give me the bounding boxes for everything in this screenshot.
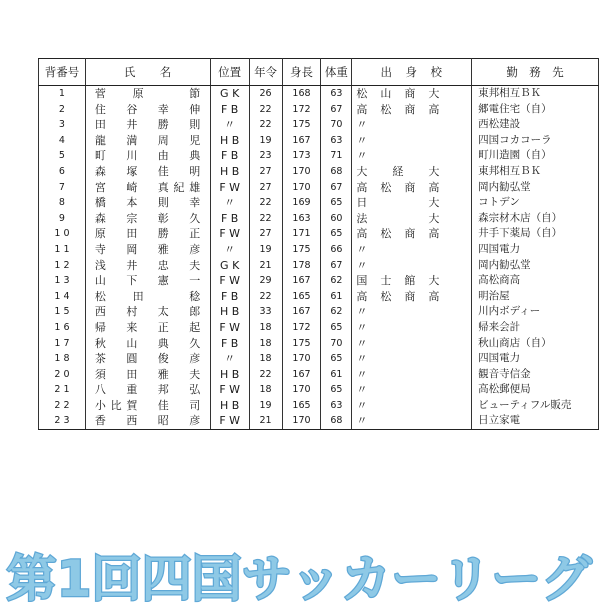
header-row	[39, 59, 599, 86]
player-age: 22	[249, 117, 282, 133]
player-weight: 68	[321, 164, 352, 180]
player-position: 〃	[210, 242, 249, 258]
table-row	[39, 164, 599, 180]
player-position: H B	[210, 133, 249, 149]
player-age: 18	[249, 336, 282, 352]
player-school: 〃	[352, 133, 472, 149]
player-position: H B	[210, 398, 249, 414]
player-height: 165	[282, 289, 321, 305]
player-position: 〃	[210, 195, 249, 211]
player-position: F W	[210, 413, 249, 429]
player-weight: 63	[321, 133, 352, 149]
league-title-banner	[2, 548, 597, 606]
player-school: 高 松 商 高	[352, 180, 472, 196]
player-employer: 岡内勧弘堂	[472, 180, 599, 196]
player-height: 167	[282, 273, 321, 289]
table-row	[39, 336, 599, 352]
player-height: 170	[282, 351, 321, 367]
player-position: 〃	[210, 117, 249, 133]
player-number: 1 2	[39, 258, 86, 274]
player-weight: 67	[321, 258, 352, 274]
player-weight: 61	[321, 367, 352, 383]
player-number: 2 3	[39, 413, 86, 429]
player-weight: 70	[321, 336, 352, 352]
player-school: 高 松 商 高	[352, 226, 472, 242]
player-weight: 71	[321, 148, 352, 164]
player-name: 西 村 太 郎	[85, 304, 210, 320]
header-position: 位置	[210, 59, 249, 86]
player-position: H B	[210, 304, 249, 320]
player-school: 〃	[352, 382, 472, 398]
player-name: 須 田 雅 夫	[85, 367, 210, 383]
player-name: 茶 圓 俊 彦	[85, 351, 210, 367]
player-age: 22	[249, 102, 282, 118]
player-employer: 観音寺信金	[472, 367, 599, 383]
player-employer: 森宗材木店（自）	[472, 211, 599, 227]
player-employer: 井手下薬局（自）	[472, 226, 599, 242]
table-row	[39, 258, 599, 274]
player-school: 〃	[352, 336, 472, 352]
player-age: 22	[249, 195, 282, 211]
player-employer: 四国電力	[472, 351, 599, 367]
player-position: F B	[210, 211, 249, 227]
player-employer: ビューティフル販売	[472, 398, 599, 414]
player-position: G K	[210, 86, 249, 102]
player-height: 170	[282, 382, 321, 398]
roster-header	[39, 59, 599, 86]
player-position: F B	[210, 148, 249, 164]
player-name: 森 塚 佳 明	[85, 164, 210, 180]
player-name: 橋 本 則 幸	[85, 195, 210, 211]
header-school: 出 身 校	[352, 59, 472, 86]
player-height: 171	[282, 226, 321, 242]
player-age: 22	[249, 289, 282, 305]
table-row	[39, 226, 599, 242]
table-row	[39, 86, 599, 102]
player-school: 〃	[352, 148, 472, 164]
player-employer: 四国コカコーラ	[472, 133, 599, 149]
player-employer: 郷電住宅（自）	[472, 102, 599, 118]
player-age: 29	[249, 273, 282, 289]
player-number: 2	[39, 102, 86, 118]
table-row	[39, 413, 599, 429]
table-row	[39, 195, 599, 211]
player-name: 菅 原 節	[85, 86, 210, 102]
player-name: 田 井 勝 則	[85, 117, 210, 133]
player-position: H B	[210, 164, 249, 180]
table-row	[39, 382, 599, 398]
player-weight: 65	[321, 382, 352, 398]
league-title: 第1回四国サッカーリーグ	[6, 550, 593, 606]
player-number: 2 1	[39, 382, 86, 398]
player-name: 松 田 稔	[85, 289, 210, 305]
player-name: 八 重 邦 弘	[85, 382, 210, 398]
player-school: 高 松 商 高	[352, 289, 472, 305]
player-height: 167	[282, 304, 321, 320]
player-age: 21	[249, 413, 282, 429]
player-weight: 60	[321, 211, 352, 227]
player-name: 寺 岡 雅 彦	[85, 242, 210, 258]
player-height: 170	[282, 164, 321, 180]
player-position: F B	[210, 102, 249, 118]
player-employer: 四国電力	[472, 242, 599, 258]
player-height: 163	[282, 211, 321, 227]
player-weight: 61	[321, 289, 352, 305]
table-row	[39, 273, 599, 289]
player-number: 5	[39, 148, 86, 164]
player-age: 19	[249, 398, 282, 414]
player-weight: 63	[321, 398, 352, 414]
player-position: F B	[210, 336, 249, 352]
player-school: 〃	[352, 351, 472, 367]
player-name: 小比賀 佳 司	[85, 398, 210, 414]
player-height: 175	[282, 242, 321, 258]
player-age: 18	[249, 320, 282, 336]
player-height: 168	[282, 86, 321, 102]
player-height: 170	[282, 180, 321, 196]
player-number: 1 0	[39, 226, 86, 242]
player-height: 175	[282, 117, 321, 133]
player-number: 1 4	[39, 289, 86, 305]
roster-table	[38, 58, 599, 430]
player-name: 宮 崎 真紀雄	[85, 180, 210, 196]
player-school: 〃	[352, 413, 472, 429]
player-position: F B	[210, 289, 249, 305]
player-employer: 日立家電	[472, 413, 599, 429]
player-number: 1 3	[39, 273, 86, 289]
player-height: 172	[282, 102, 321, 118]
player-age: 18	[249, 382, 282, 398]
player-height: 169	[282, 195, 321, 211]
player-school: 〃	[352, 117, 472, 133]
player-number: 1	[39, 86, 86, 102]
player-age: 27	[249, 164, 282, 180]
table-row	[39, 133, 599, 149]
table-row	[39, 211, 599, 227]
player-height: 170	[282, 413, 321, 429]
player-employer: 西松建設	[472, 117, 599, 133]
player-weight: 65	[321, 351, 352, 367]
player-name: 町 川 由 典	[85, 148, 210, 164]
table-row	[39, 102, 599, 118]
player-age: 18	[249, 351, 282, 367]
player-employer: 川内ボディー	[472, 304, 599, 320]
player-employer: 東邦相互ＢＫ	[472, 86, 599, 102]
player-number: 1 6	[39, 320, 86, 336]
table-row	[39, 148, 599, 164]
header-number: 背番号	[39, 59, 86, 86]
player-name: 秋 山 典 久	[85, 336, 210, 352]
player-number: 9	[39, 211, 86, 227]
player-number: 4	[39, 133, 86, 149]
player-number: 2 0	[39, 367, 86, 383]
player-position: H B	[210, 367, 249, 383]
player-number: 1 7	[39, 336, 86, 352]
table-row	[39, 351, 599, 367]
player-school: 法 大	[352, 211, 472, 227]
header-employer: 勤 務 先	[472, 59, 599, 86]
player-position: F W	[210, 226, 249, 242]
player-weight: 67	[321, 102, 352, 118]
player-age: 19	[249, 133, 282, 149]
player-employer: 東邦相互ＢＫ	[472, 164, 599, 180]
player-employer: 町川造園（自）	[472, 148, 599, 164]
player-employer: 帰来会計	[472, 320, 599, 336]
player-weight: 70	[321, 117, 352, 133]
player-age: 22	[249, 367, 282, 383]
player-number: 1 8	[39, 351, 86, 367]
header-height: 身長	[282, 59, 321, 86]
table-row	[39, 304, 599, 320]
player-name: 帰 来 正 起	[85, 320, 210, 336]
player-school: 大 経 大	[352, 164, 472, 180]
player-position: F W	[210, 382, 249, 398]
player-age: 19	[249, 242, 282, 258]
player-number: 1 5	[39, 304, 86, 320]
player-name: 森 宗 彰 久	[85, 211, 210, 227]
player-weight: 65	[321, 226, 352, 242]
player-number: 6	[39, 164, 86, 180]
player-employer: 高松商高	[472, 273, 599, 289]
player-age: 27	[249, 226, 282, 242]
player-number: 7	[39, 180, 86, 196]
player-school: 〃	[352, 258, 472, 274]
player-name: 浅 井 忠 夫	[85, 258, 210, 274]
player-height: 178	[282, 258, 321, 274]
player-employer: コトデン	[472, 195, 599, 211]
header-weight: 体重	[321, 59, 352, 86]
player-school: 松 山 商 大	[352, 86, 472, 102]
header-age: 年令	[249, 59, 282, 86]
player-number: 2 2	[39, 398, 86, 414]
player-age: 33	[249, 304, 282, 320]
player-employer: 高松郵便局	[472, 382, 599, 398]
table-row	[39, 398, 599, 414]
player-employer: 明治屋	[472, 289, 599, 305]
table-row	[39, 180, 599, 196]
player-position: F W	[210, 273, 249, 289]
player-position: F W	[210, 180, 249, 196]
player-age: 21	[249, 258, 282, 274]
player-name: 原 田 勝 正	[85, 226, 210, 242]
player-name: 住 谷 幸 伸	[85, 102, 210, 118]
player-position: G K	[210, 258, 249, 274]
player-school: 〃	[352, 367, 472, 383]
roster-body	[39, 86, 599, 430]
player-weight: 66	[321, 242, 352, 258]
table-row	[39, 117, 599, 133]
player-name: 龍 満 周 児	[85, 133, 210, 149]
player-school: 日 大	[352, 195, 472, 211]
player-school: 〃	[352, 398, 472, 414]
player-age: 22	[249, 211, 282, 227]
player-name: 山 下 憲 一	[85, 273, 210, 289]
player-height: 165	[282, 398, 321, 414]
player-height: 172	[282, 320, 321, 336]
player-weight: 62	[321, 304, 352, 320]
table-row	[39, 289, 599, 305]
player-employer: 岡内勧弘堂	[472, 258, 599, 274]
player-school: 高 松 商 高	[352, 102, 472, 118]
header-name: 氏 名	[85, 59, 210, 86]
player-weight: 65	[321, 195, 352, 211]
player-age: 23	[249, 148, 282, 164]
player-name: 香 西 昭 彦	[85, 413, 210, 429]
player-position: F W	[210, 320, 249, 336]
player-school: 〃	[352, 320, 472, 336]
player-weight: 68	[321, 413, 352, 429]
player-weight: 65	[321, 320, 352, 336]
player-height: 175	[282, 336, 321, 352]
player-number: 1 1	[39, 242, 86, 258]
player-school: 国 士 館 大	[352, 273, 472, 289]
player-height: 167	[282, 367, 321, 383]
player-number: 8	[39, 195, 86, 211]
player-number: 3	[39, 117, 86, 133]
player-position: 〃	[210, 351, 249, 367]
table-row	[39, 367, 599, 383]
player-height: 173	[282, 148, 321, 164]
player-height: 167	[282, 133, 321, 149]
player-school: 〃	[352, 242, 472, 258]
player-school: 〃	[352, 304, 472, 320]
player-age: 27	[249, 180, 282, 196]
player-weight: 67	[321, 180, 352, 196]
player-weight: 63	[321, 86, 352, 102]
player-employer: 秋山商店（自）	[472, 336, 599, 352]
table-row	[39, 242, 599, 258]
table-row	[39, 320, 599, 336]
player-age: 26	[249, 86, 282, 102]
player-weight: 62	[321, 273, 352, 289]
